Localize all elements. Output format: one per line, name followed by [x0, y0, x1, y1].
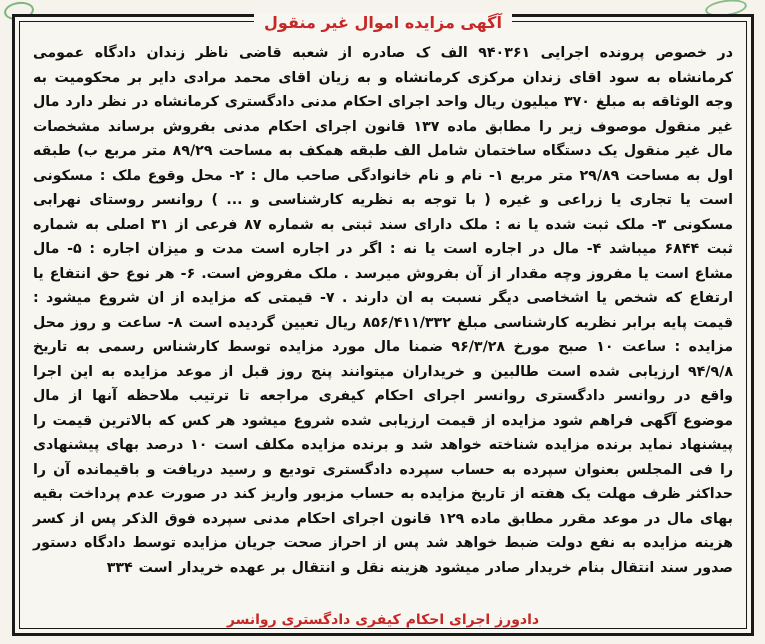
notice-title: آگهی مزایده اموال غیر منقول	[254, 13, 512, 33]
notice-frame	[12, 14, 754, 636]
notice-body	[33, 41, 733, 580]
notice-title-wrap	[15, 13, 751, 33]
notice-signature: دادورز اجرای احکام کیفری دادگستری روانسر	[226, 612, 540, 628]
notice-body-text: در خصوص پرونده اجرایی ۹۴۰۳۶۱ الف ک صادره از شعبه قاضی ناظر زندان دادگاه عمومی کرمانشاه به سود اقای زندان مرکزی کرمانشاه و به زیان اقای محمد مرادی دایر بر محکومیت به وجه الوثاقه به مبلغ ۳۷۰ میلیون ریال واحد اجرای احکام مدنی دادگستری کرمانشاه در نظر دارد مال غیر منقول موصوف زیر را مطابق ماده ۱۳۷ قانون اجرای احکام مدنی بفروش برساند مشخصات مال غیر منقول یک دستگاه ساختمان شامل الف طبقه همکف به مساحت ۸۹/۲۹ متر مربع ب) طبقه اول به مساحت ۲۹/۸۹ متر مربع ۱- نام و نام خانوادگی صاحب مال : ۲- محل وقوع ملک : مسکونی است یا تجاری یا زراعی و غیره ( با توجه به نظریه کارشناسی و ... ) روانسر روستای نهرابی مسکونی ۳- ملک ثبت شده یا نه : ملک دارای سند ثبتی به شماره ۸۷ فرعی از ۳۱ اصلی به شماره ثبت ۶۸۴۴ میباشد ۴- مال در اجاره است یا نه : اگر در اجاره است مدت و میزان اجاره : ۵- مال مشاع است یا مفروز وچه مقدار از آن بفروش میرسد . ملک مفروض است. ۶- هر نوع حق انتفاع یا ارتفاع که شخص یا اشخاصی دیگر نسبت به ان دارند . ۷- قیمتی که مزایده از ان شروع میشود : قیمت پایه برابر نظریه کارشناسی مبلغ ۸۵۶/۴۱۱/۳۳۲ ریال تعیین گردیده است ۸- ساعت و روز محل مزایده : ساعت ۱۰ صبح مورخ ۹۶/۳/۲۸ ضمنا مال مورد مزایده توسط کارشناس رسمی به تاریخ ۹۴/۹/۸ ارزیابی شده است طالبین و خریداران میتوانند پنج روز قبل از موعد مزایده به این اجرا واقع در روانسر دادگستری روانسر اجرای احکام کیفری مراجعه تا ترتیب ملاحظه آنها از مال موضوع آگهی فراهم شود مزایده از قیمت ارزیابی شده شروع میشود هر کس که بالاترین قیمت را پیشنهاد نماید برنده مزایده شناخته خواهد شد و برنده مزایده مکلف است ۱۰ درصد بهای پیشنهادی را فی المجلس بعنوان سپرده به حساب سپرده دادگستری تودیع و رسید دریافت و باقیمانده آن را حداکثر ظرف مهلت یک هفته از تاریخ مزایده به حساب مزبور واریز کند در صورت عدم پرداخت بقیه بهای مال در موعد مقرر مطابق ماده ۱۲۹ قانون اجرای احکام مدنی سپرده فوق الذکر پس از کسر هزینه مزایده به نفع دولت ضبط خواهد شد پس از احراز صحت جریان مزایده توسط دادگاه دستور صدور سند انتقال بنام خریدار صادر میشود هزینه نقل و انتقال بر عهده خریدار است ۳۳۴	[32, 45, 733, 576]
